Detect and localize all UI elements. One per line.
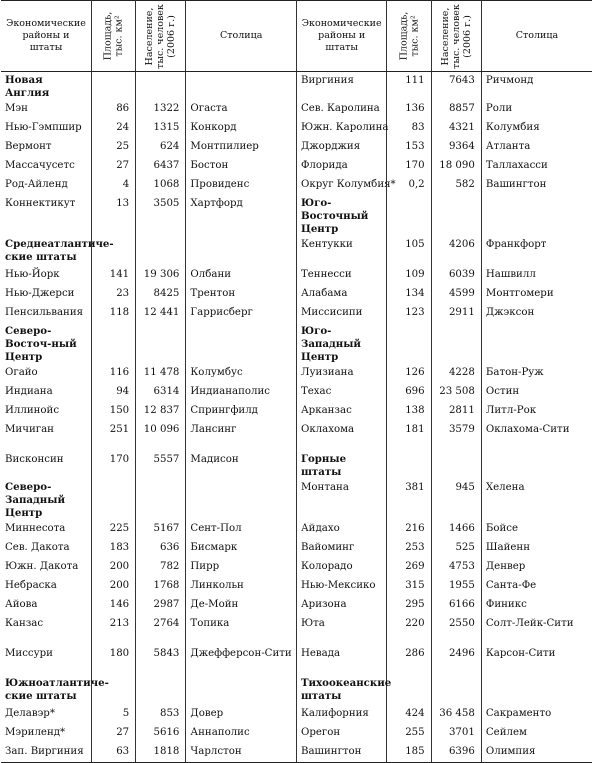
table-row <box>1 138 592 157</box>
area-value: 5 <box>91 705 135 724</box>
empty-cell <box>387 675 431 705</box>
capital-name: Санта-Фе <box>485 580 537 591</box>
table-row <box>1 119 592 138</box>
table-row <box>1 479 592 520</box>
empty-cell <box>431 323 481 364</box>
empty-cell <box>186 236 297 266</box>
population-value: 2496 <box>431 645 481 675</box>
population-value: 23 508 <box>431 383 481 402</box>
state-name: Миссисипи <box>296 304 386 323</box>
population-value: 10 096 <box>136 421 186 451</box>
population-value: 1315 <box>136 119 186 138</box>
population-value: 6166 <box>431 596 481 615</box>
empty-cell <box>481 323 592 364</box>
population-value: 5616 <box>136 724 186 743</box>
area-value: 170 <box>387 157 431 176</box>
area-value: 251 <box>91 421 135 451</box>
region-header: Северо-Восточ-ный Центр <box>1 323 91 364</box>
state-name: Вашингтон <box>296 743 386 762</box>
state-name: Оклахома <box>296 421 386 451</box>
capital-name: Трентон <box>186 285 297 304</box>
state-name: Колорадо <box>296 558 386 577</box>
table-row <box>1 451 592 479</box>
capital-name: Бойсе <box>485 523 519 534</box>
table-row <box>1 675 592 705</box>
empty-cell <box>136 323 186 364</box>
area-value: 138 <box>387 402 431 421</box>
state-name: Вермонт <box>1 138 91 157</box>
capital-name: Джефферсон-Сити <box>186 645 297 675</box>
capital-name: Линкольн <box>186 577 297 596</box>
state-name: Нью-Гэмпшир <box>1 119 91 138</box>
population-value: 2911 <box>431 304 481 323</box>
area-value: 63 <box>91 743 135 762</box>
region-header: Юго-Западный Центр <box>296 323 386 364</box>
capital-name: Литл-Рок <box>485 405 537 416</box>
region-header: Северо-Западный Центр <box>1 479 91 520</box>
state-name: Южн. Каролина <box>296 119 386 138</box>
capital-name: Нашвилл <box>485 269 536 280</box>
region-header: Среднеатлантиче-ские штаты <box>1 236 91 266</box>
state-name: Массачусетс <box>1 157 91 176</box>
empty-cell <box>186 675 297 705</box>
capital-name: Оклахома-Сити <box>485 424 570 435</box>
state-name: Огайо <box>1 364 91 383</box>
population-value: 3579 <box>431 421 481 451</box>
area-value: 94 <box>91 383 135 402</box>
state-name: Миссури <box>1 645 91 675</box>
population-value: 36 458 <box>431 705 481 724</box>
population-value: 4321 <box>431 119 481 138</box>
header-population: Население, тыс. человек (2006 г.) <box>136 1 186 72</box>
capital-name: Довер <box>186 705 297 724</box>
population-value: 18 090 <box>431 157 481 176</box>
state-name: Луизиана <box>296 364 386 383</box>
states-table <box>1 0 592 763</box>
table-row <box>1 577 592 596</box>
state-name: Миннесота <box>1 520 91 539</box>
area-value: 153 <box>387 138 431 157</box>
population-value: 1322 <box>136 100 186 119</box>
table-row <box>1 539 592 558</box>
area-value: 86 <box>91 100 135 119</box>
capital-name: Олбани <box>186 266 297 285</box>
capital-name: Аннаполис <box>186 724 297 743</box>
capital-name: Франкфорт <box>485 239 547 250</box>
state-name: Аризона <box>296 596 386 615</box>
area-value: 181 <box>387 421 431 451</box>
population-value: 5843 <box>136 645 186 675</box>
table-row <box>1 72 592 101</box>
capital-name: Батон-Руж <box>485 367 544 378</box>
header-row <box>1 1 592 72</box>
table-row <box>1 304 592 323</box>
population-value: 2811 <box>431 402 481 421</box>
state-name: Техас <box>296 383 386 402</box>
state-name: Мэн <box>1 100 91 119</box>
header-population: Население, тыс. человек (2006 г.) <box>431 1 481 72</box>
population-value: 853 <box>136 705 186 724</box>
population-value: 1768 <box>136 577 186 596</box>
capital-name: Сакраменто <box>485 708 552 719</box>
capital-name: Финикс <box>485 599 527 610</box>
area-value: 4 <box>91 176 135 195</box>
capital-name: Конкорд <box>186 119 297 138</box>
area-value: 136 <box>387 100 431 119</box>
population-value: 19 306 <box>136 266 186 285</box>
capital-name: Гаррисберг <box>186 304 297 323</box>
state-name: Нью-Мексико <box>296 577 386 596</box>
area-value: 170 <box>91 451 135 479</box>
capital-name: Бисмарк <box>186 539 297 558</box>
region-header: Горные штаты <box>296 451 386 479</box>
table-row <box>1 558 592 577</box>
population-value: 9364 <box>431 138 481 157</box>
population-value: 782 <box>136 558 186 577</box>
state-name: Сев. Дакота <box>1 539 91 558</box>
area-value: 216 <box>387 520 431 539</box>
empty-cell <box>91 479 135 520</box>
population-value: 4753 <box>431 558 481 577</box>
population-value: 6396 <box>431 743 481 762</box>
area-value: 381 <box>387 479 431 520</box>
table-row <box>1 364 592 383</box>
capital-name: Сейлем <box>485 727 527 738</box>
area-value: 220 <box>387 615 431 645</box>
header-capital: Столица <box>186 1 297 72</box>
header-name: Экономические районы и штаты <box>1 1 91 72</box>
capital-name: Таллахасси <box>485 160 548 171</box>
table-row <box>1 724 592 743</box>
area-value: 141 <box>91 266 135 285</box>
population-value: 1818 <box>136 743 186 762</box>
population-value: 6437 <box>136 157 186 176</box>
empty-cell <box>481 675 592 705</box>
state-name: Теннесси <box>296 266 386 285</box>
state-name: Нью-Джерси <box>1 285 91 304</box>
table-row <box>1 195 592 236</box>
population-value: 2764 <box>136 615 186 645</box>
region-header: Юго-Восточный Центр <box>296 195 386 236</box>
capital-name: Сент-Пол <box>186 520 297 539</box>
area-value: 185 <box>387 743 431 762</box>
population-value: 8857 <box>431 100 481 119</box>
area-value: 109 <box>387 266 431 285</box>
empty-cell <box>186 479 297 520</box>
capital-name: Хартфорд <box>186 195 297 236</box>
capital-name: Монтгомери <box>485 288 554 299</box>
area-value: 27 <box>91 157 135 176</box>
capital-name: Провиденс <box>186 176 297 195</box>
population-value: 2550 <box>431 615 481 645</box>
table-row <box>1 383 592 402</box>
capital-name: Колумбия <box>485 122 540 133</box>
population-value: 624 <box>136 138 186 157</box>
capital-name: Пирр <box>186 558 297 577</box>
population-value: 6039 <box>431 266 481 285</box>
region-header: Новая Англия <box>1 72 91 101</box>
state-name: Округ Колумбия* <box>296 176 386 195</box>
state-name: Калифорния <box>296 705 386 724</box>
empty-cell <box>91 72 135 101</box>
population-value: 1466 <box>431 520 481 539</box>
area-value: 424 <box>387 705 431 724</box>
table-row <box>1 705 592 724</box>
population-value: 945 <box>431 479 481 520</box>
area-value: 118 <box>91 304 135 323</box>
empty-cell <box>387 195 431 236</box>
empty-cell <box>136 72 186 101</box>
state-name: Коннектикут <box>1 195 91 236</box>
population-value: 8425 <box>136 285 186 304</box>
empty-cell <box>481 451 592 479</box>
empty-cell <box>91 323 135 364</box>
empty-cell <box>431 451 481 479</box>
empty-cell <box>136 236 186 266</box>
state-name: Делавэр* <box>1 705 91 724</box>
state-name: Алабама <box>296 285 386 304</box>
state-name: Канзас <box>1 615 91 645</box>
capital-name: Вашингтон <box>485 179 547 190</box>
area-value: 213 <box>91 615 135 645</box>
capital-name: Атланта <box>485 141 531 152</box>
empty-cell <box>136 479 186 520</box>
header-area: Площадь, тыс. км² <box>91 1 135 72</box>
state-name: Юта <box>296 615 386 645</box>
region-header: Южноатлантиче-ские штаты <box>1 675 91 705</box>
capital-name: Индианаполис <box>186 383 297 402</box>
table-body <box>1 72 592 763</box>
population-value: 4228 <box>431 364 481 383</box>
table-row <box>1 402 592 421</box>
state-name: Айдахо <box>296 520 386 539</box>
area-value: 200 <box>91 577 135 596</box>
population-value: 11 478 <box>136 364 186 383</box>
empty-cell <box>387 451 431 479</box>
table-row <box>1 596 592 615</box>
area-value: 25 <box>91 138 135 157</box>
empty-cell <box>431 675 481 705</box>
capital-name: Лансинг <box>186 421 297 451</box>
capital-name: Топика <box>186 615 297 645</box>
state-name: Джорджия <box>296 138 386 157</box>
area-value: 146 <box>91 596 135 615</box>
empty-cell <box>186 72 297 101</box>
area-value: 696 <box>387 383 431 402</box>
table-row <box>1 176 592 195</box>
area-value: 295 <box>387 596 431 615</box>
area-value: 286 <box>387 645 431 675</box>
state-name: Мичиган <box>1 421 91 451</box>
state-name: Сев. Каролина <box>296 100 386 119</box>
state-name: Южн. Дакота <box>1 558 91 577</box>
empty-cell <box>136 675 186 705</box>
population-value: 4206 <box>431 236 481 266</box>
area-value: 225 <box>91 520 135 539</box>
population-value: 582 <box>431 176 481 195</box>
capital-name: Джэксон <box>485 307 535 318</box>
state-name: Иллинойс <box>1 402 91 421</box>
state-name: Айова <box>1 596 91 615</box>
population-value: 7643 <box>431 72 481 101</box>
population-value: 1068 <box>136 176 186 195</box>
population-value: 3701 <box>431 724 481 743</box>
population-value: 4599 <box>431 285 481 304</box>
area-value: 105 <box>387 236 431 266</box>
area-value: 315 <box>387 577 431 596</box>
state-name: Индиана <box>1 383 91 402</box>
state-name: Висконсин <box>1 451 91 479</box>
table-row <box>1 236 592 266</box>
table-row <box>1 266 592 285</box>
empty-cell <box>481 195 592 236</box>
state-name: Небраска <box>1 577 91 596</box>
population-value: 636 <box>136 539 186 558</box>
empty-cell <box>186 323 297 364</box>
area-value: 134 <box>387 285 431 304</box>
header-capital: Столица <box>481 1 592 72</box>
population-value: 6314 <box>136 383 186 402</box>
area-value: 269 <box>387 558 431 577</box>
table-row <box>1 157 592 176</box>
header-area: Площадь, тыс. км² <box>387 1 431 72</box>
area-value: 126 <box>387 364 431 383</box>
empty-cell <box>387 323 431 364</box>
state-name: Род-Айленд <box>1 176 91 195</box>
area-value: 253 <box>387 539 431 558</box>
state-name: Пенсильвания <box>1 304 91 323</box>
region-header: Тихоокеанские штаты <box>296 675 386 705</box>
state-name: Монтана <box>296 479 386 520</box>
area-value: 116 <box>91 364 135 383</box>
capital-name: Шайенн <box>485 542 530 553</box>
capital-name: Ричмонд <box>485 75 534 86</box>
area-value: 180 <box>91 645 135 675</box>
area-value: 123 <box>387 304 431 323</box>
capital-name: Хелена <box>485 482 525 493</box>
header-name: Экономические районы и штаты <box>296 1 386 72</box>
state-name: Арканзас <box>296 402 386 421</box>
area-value: 200 <box>91 558 135 577</box>
area-value: 23 <box>91 285 135 304</box>
area-value: 27 <box>91 724 135 743</box>
population-value: 1955 <box>431 577 481 596</box>
capital-name: Бостон <box>186 157 297 176</box>
area-value: 255 <box>387 724 431 743</box>
state-name: Кентукки <box>296 236 386 266</box>
population-value: 525 <box>431 539 481 558</box>
table-row <box>1 421 592 451</box>
capital-name: Колумбус <box>186 364 297 383</box>
state-name: Вайоминг <box>296 539 386 558</box>
capital-name: Чарлстон <box>186 743 297 762</box>
state-name: Виргиния <box>296 72 386 101</box>
state-name: Нью-Йорк <box>1 266 91 285</box>
population-value: 5167 <box>136 520 186 539</box>
table-row <box>1 645 592 675</box>
state-name: Невада <box>296 645 386 675</box>
area-value: 83 <box>387 119 431 138</box>
capital-name: Солт-Лейк-Сити <box>485 618 574 629</box>
area-value: 150 <box>91 402 135 421</box>
capital-name: Де-Мойн <box>186 596 297 615</box>
capital-name: Олимпия <box>481 743 592 762</box>
capital-name: Огаста <box>186 100 297 119</box>
capital-name: Спрингфилд <box>186 402 297 421</box>
capital-name: Карсон-Сити <box>485 648 556 659</box>
area-value: 111 <box>387 72 431 101</box>
population-value: 12 837 <box>136 402 186 421</box>
table-row <box>1 323 592 364</box>
table-row <box>1 743 592 762</box>
area-value: 0,2 <box>387 176 431 195</box>
area-value: 183 <box>91 539 135 558</box>
capital-name: Остин <box>485 386 520 397</box>
population-value: 2987 <box>136 596 186 615</box>
state-name: Орегон <box>296 724 386 743</box>
state-name: Мэриленд* <box>1 724 91 743</box>
capital-name: Роли <box>485 103 513 114</box>
table-row <box>1 615 592 645</box>
table-row <box>1 100 592 119</box>
population-value: 3505 <box>136 195 186 236</box>
table-row <box>1 520 592 539</box>
capital-name: Мадисон <box>186 451 297 479</box>
area-value: 13 <box>91 195 135 236</box>
state-name: Зап. Виргиния <box>1 743 91 762</box>
population-value: 12 441 <box>136 304 186 323</box>
capital-name: Денвер <box>485 561 526 572</box>
area-value: 24 <box>91 119 135 138</box>
table-row <box>1 285 592 304</box>
empty-cell <box>431 195 481 236</box>
capital-name: Монтпилиер <box>186 138 297 157</box>
population-value: 5557 <box>136 451 186 479</box>
state-name: Флорида <box>296 157 386 176</box>
